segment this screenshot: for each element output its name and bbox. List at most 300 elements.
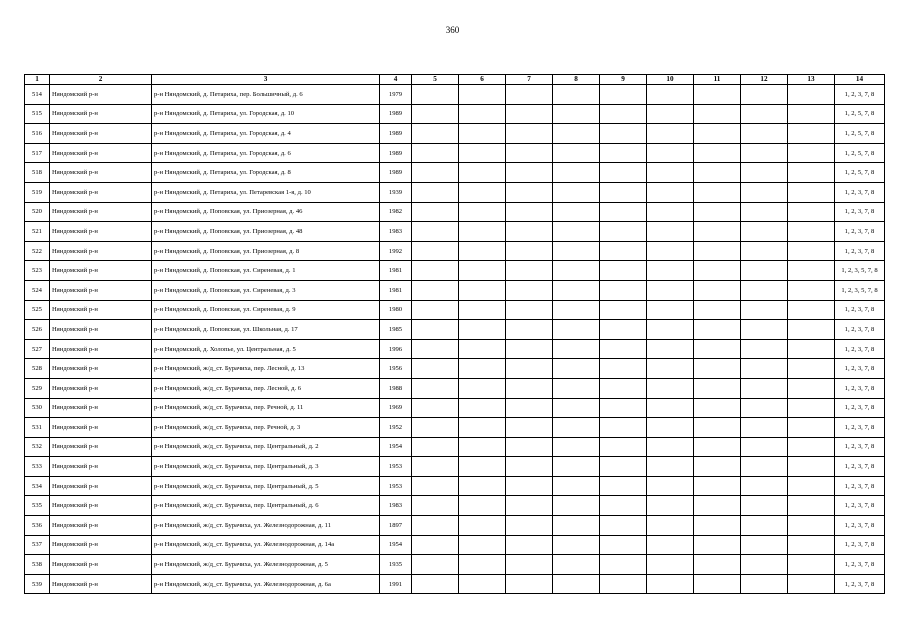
year-cell: 1969 [380, 398, 412, 418]
empty-cell-col-8 [553, 241, 600, 261]
district-cell: Няндомский р-н [50, 124, 152, 144]
empty-cell-col-9 [600, 378, 647, 398]
address-cell: р-н Няндомский, ж/д_ст. Бурачиха, пер. Центральный, д. 5 [152, 476, 380, 496]
district-cell: Няндомский р-н [50, 535, 152, 555]
empty-cell-col-13 [788, 182, 835, 202]
year-cell: 1992 [380, 241, 412, 261]
notes-cell: 1, 2, 3, 7, 8 [835, 437, 885, 457]
empty-cell-col-6 [459, 163, 506, 183]
address-cell: р-н Няндомский, д. Поповская, ул. Приозерная, д. 8 [152, 241, 380, 261]
empty-cell-col-13 [788, 222, 835, 242]
empty-cell-col-7 [506, 535, 553, 555]
district-cell: Няндомский р-н [50, 516, 152, 536]
table-row [25, 280, 885, 300]
empty-cell-col-11 [694, 476, 741, 496]
empty-cell-col-11 [694, 182, 741, 202]
empty-cell-col-9 [600, 104, 647, 124]
empty-cell-col-8 [553, 339, 600, 359]
year-cell: 1988 [380, 378, 412, 398]
empty-cell-col-11 [694, 222, 741, 242]
row-number: 535 [25, 496, 50, 516]
empty-cell-col-7 [506, 261, 553, 281]
table-row [25, 222, 885, 242]
empty-cell-col-8 [553, 300, 600, 320]
empty-cell-col-10 [647, 163, 694, 183]
empty-cell-col-10 [647, 261, 694, 281]
empty-cell-col-11 [694, 339, 741, 359]
district-cell: Няндомский р-н [50, 320, 152, 340]
empty-cell-col-12 [741, 300, 788, 320]
address-cell: р-н Няндомский, ж/д_ст. Бурачиха, пер. Речной, д. 3 [152, 418, 380, 438]
empty-cell-col-7 [506, 280, 553, 300]
empty-cell-col-11 [694, 555, 741, 575]
empty-cell-col-5 [412, 476, 459, 496]
notes-cell: 1, 2, 3, 7, 8 [835, 359, 885, 379]
empty-cell-col-8 [553, 457, 600, 477]
table-row [25, 241, 885, 261]
empty-cell-col-7 [506, 163, 553, 183]
empty-cell-col-11 [694, 300, 741, 320]
empty-cell-col-10 [647, 124, 694, 144]
empty-cell-col-11 [694, 378, 741, 398]
empty-cell-col-13 [788, 339, 835, 359]
notes-cell: 1, 2, 3, 7, 8 [835, 516, 885, 536]
empty-cell-col-11 [694, 241, 741, 261]
empty-cell-col-5 [412, 300, 459, 320]
district-cell: Няндомский р-н [50, 339, 152, 359]
empty-cell-col-8 [553, 124, 600, 144]
address-cell: р-н Няндомский, д. Петариха, ул. Петаревская 1-я, д. 10 [152, 182, 380, 202]
empty-cell-col-6 [459, 457, 506, 477]
row-number: 515 [25, 104, 50, 124]
table-row [25, 555, 885, 575]
empty-cell-col-5 [412, 555, 459, 575]
empty-cell-col-7 [506, 124, 553, 144]
empty-cell-col-6 [459, 104, 506, 124]
notes-cell: 1, 2, 3, 7, 8 [835, 398, 885, 418]
empty-cell-col-9 [600, 280, 647, 300]
empty-cell-col-6 [459, 300, 506, 320]
year-cell: 1953 [380, 476, 412, 496]
empty-cell-col-7 [506, 555, 553, 575]
address-cell: р-н Няндомский, д. Петариха, ул. Городская, д. 8 [152, 163, 380, 183]
district-cell: Няндомский р-н [50, 104, 152, 124]
empty-cell-col-8 [553, 378, 600, 398]
year-cell: 1979 [380, 85, 412, 105]
empty-cell-col-12 [741, 476, 788, 496]
empty-cell-col-6 [459, 398, 506, 418]
row-number: 518 [25, 163, 50, 183]
empty-cell-col-9 [600, 261, 647, 281]
empty-cell-col-5 [412, 457, 459, 477]
empty-cell-col-13 [788, 85, 835, 105]
district-cell: Няндомский р-н [50, 496, 152, 516]
empty-cell-col-9 [600, 339, 647, 359]
table-row [25, 339, 885, 359]
empty-cell-col-8 [553, 104, 600, 124]
column-header-9: 9 [600, 75, 647, 85]
empty-cell-col-7 [506, 516, 553, 536]
empty-cell-col-10 [647, 280, 694, 300]
empty-cell-col-6 [459, 574, 506, 594]
district-cell: Няндомский р-н [50, 202, 152, 222]
empty-cell-col-13 [788, 457, 835, 477]
address-cell: р-н Няндомский, д. Петариха, пер. Большичный, д. 6 [152, 85, 380, 105]
address-cell: р-н Няндомский, ж/д_ст. Бурачиха, ул. Железнодорожная, д. 14а [152, 535, 380, 555]
empty-cell-col-7 [506, 339, 553, 359]
empty-cell-col-10 [647, 320, 694, 340]
row-number: 527 [25, 339, 50, 359]
table-body [25, 85, 885, 594]
district-cell: Няндомский р-н [50, 476, 152, 496]
empty-cell-col-7 [506, 496, 553, 516]
empty-cell-col-13 [788, 378, 835, 398]
row-number: 533 [25, 457, 50, 477]
column-header-10: 10 [647, 75, 694, 85]
empty-cell-col-13 [788, 143, 835, 163]
column-header-2: 2 [50, 75, 152, 85]
empty-cell-col-10 [647, 300, 694, 320]
empty-cell-col-10 [647, 143, 694, 163]
empty-cell-col-6 [459, 555, 506, 575]
district-cell: Няндомский р-н [50, 85, 152, 105]
empty-cell-col-5 [412, 104, 459, 124]
empty-cell-col-5 [412, 85, 459, 105]
column-header-13: 13 [788, 75, 835, 85]
empty-cell-col-7 [506, 241, 553, 261]
empty-cell-col-12 [741, 222, 788, 242]
year-cell: 1985 [380, 320, 412, 340]
empty-cell-col-12 [741, 163, 788, 183]
page-number: 360 [445, 25, 460, 35]
empty-cell-col-10 [647, 398, 694, 418]
empty-cell-col-9 [600, 143, 647, 163]
empty-cell-col-9 [600, 535, 647, 555]
notes-cell: 1, 2, 3, 7, 8 [835, 535, 885, 555]
empty-cell-col-7 [506, 457, 553, 477]
empty-cell-col-7 [506, 202, 553, 222]
address-cell: р-н Няндомский, д. Поповская, ул. Приозерная, д. 48 [152, 222, 380, 242]
empty-cell-col-12 [741, 104, 788, 124]
notes-cell: 1, 2, 5, 7, 8 [835, 104, 885, 124]
year-cell: 1989 [380, 163, 412, 183]
empty-cell-col-5 [412, 143, 459, 163]
empty-cell-col-12 [741, 202, 788, 222]
empty-cell-col-12 [741, 339, 788, 359]
empty-cell-col-11 [694, 496, 741, 516]
empty-cell-col-9 [600, 85, 647, 105]
district-cell: Няндомский р-н [50, 143, 152, 163]
empty-cell-col-5 [412, 241, 459, 261]
empty-cell-col-8 [553, 182, 600, 202]
empty-cell-col-7 [506, 418, 553, 438]
empty-cell-col-5 [412, 202, 459, 222]
address-cell: р-н Няндомский, д. Петариха, ул. Городская, д. 4 [152, 124, 380, 144]
district-cell: Няндомский р-н [50, 574, 152, 594]
notes-cell: 1, 2, 3, 7, 8 [835, 496, 885, 516]
empty-cell-col-13 [788, 496, 835, 516]
empty-cell-col-11 [694, 359, 741, 379]
empty-cell-col-8 [553, 418, 600, 438]
empty-cell-col-13 [788, 124, 835, 144]
address-cell: р-н Няндомский, ж/д_ст. Бурачиха, пер. Лесной, д. 13 [152, 359, 380, 379]
empty-cell-col-5 [412, 339, 459, 359]
empty-cell-col-6 [459, 241, 506, 261]
empty-cell-col-10 [647, 535, 694, 555]
year-cell: 1991 [380, 574, 412, 594]
empty-cell-col-7 [506, 182, 553, 202]
year-cell: 1954 [380, 535, 412, 555]
empty-cell-col-12 [741, 457, 788, 477]
empty-cell-col-13 [788, 104, 835, 124]
empty-cell-col-10 [647, 339, 694, 359]
empty-cell-col-11 [694, 85, 741, 105]
empty-cell-col-6 [459, 496, 506, 516]
row-number: 520 [25, 202, 50, 222]
notes-cell: 1, 2, 3, 7, 8 [835, 241, 885, 261]
empty-cell-col-5 [412, 163, 459, 183]
empty-cell-col-8 [553, 280, 600, 300]
empty-cell-col-8 [553, 535, 600, 555]
empty-cell-col-7 [506, 222, 553, 242]
empty-cell-col-5 [412, 320, 459, 340]
empty-cell-col-12 [741, 85, 788, 105]
table-row [25, 516, 885, 536]
empty-cell-col-10 [647, 104, 694, 124]
row-number: 531 [25, 418, 50, 438]
empty-cell-col-8 [553, 163, 600, 183]
district-cell: Няндомский р-н [50, 280, 152, 300]
empty-cell-col-12 [741, 261, 788, 281]
column-header-6: 6 [459, 75, 506, 85]
notes-cell: 1, 2, 3, 7, 8 [835, 182, 885, 202]
row-number: 528 [25, 359, 50, 379]
empty-cell-col-7 [506, 476, 553, 496]
empty-cell-col-12 [741, 359, 788, 379]
district-cell: Няндомский р-н [50, 457, 152, 477]
empty-cell-col-6 [459, 418, 506, 438]
row-number: 519 [25, 182, 50, 202]
empty-cell-col-7 [506, 574, 553, 594]
table-row [25, 261, 885, 281]
address-cell: р-н Няндомский, д. Петариха, ул. Городская, д. 10 [152, 104, 380, 124]
row-number: 521 [25, 222, 50, 242]
empty-cell-col-12 [741, 320, 788, 340]
notes-cell: 1, 2, 3, 7, 8 [835, 574, 885, 594]
row-number: 526 [25, 320, 50, 340]
empty-cell-col-12 [741, 378, 788, 398]
empty-cell-col-6 [459, 339, 506, 359]
empty-cell-col-12 [741, 437, 788, 457]
year-cell: 1954 [380, 437, 412, 457]
empty-cell-col-13 [788, 476, 835, 496]
district-cell: Няндомский р-н [50, 300, 152, 320]
empty-cell-col-9 [600, 437, 647, 457]
column-header-5: 5 [412, 75, 459, 85]
row-number: 524 [25, 280, 50, 300]
empty-cell-col-9 [600, 320, 647, 340]
table-row [25, 398, 885, 418]
notes-cell: 1, 2, 3, 5, 7, 8 [835, 261, 885, 281]
district-cell: Няндомский р-н [50, 182, 152, 202]
empty-cell-col-5 [412, 182, 459, 202]
table-row [25, 124, 885, 144]
empty-cell-col-13 [788, 535, 835, 555]
empty-cell-col-7 [506, 398, 553, 418]
year-cell: 1952 [380, 418, 412, 438]
empty-cell-col-5 [412, 280, 459, 300]
district-cell: Няндомский р-н [50, 437, 152, 457]
empty-cell-col-12 [741, 555, 788, 575]
table-row [25, 378, 885, 398]
empty-cell-col-11 [694, 261, 741, 281]
empty-cell-col-9 [600, 496, 647, 516]
empty-cell-col-9 [600, 182, 647, 202]
row-number: 534 [25, 476, 50, 496]
row-number: 529 [25, 378, 50, 398]
empty-cell-col-12 [741, 535, 788, 555]
notes-cell: 1, 2, 5, 7, 8 [835, 124, 885, 144]
empty-cell-col-9 [600, 574, 647, 594]
district-cell: Няндомский р-н [50, 163, 152, 183]
row-number: 538 [25, 555, 50, 575]
district-cell: Няндомский р-н [50, 222, 152, 242]
empty-cell-col-8 [553, 320, 600, 340]
notes-cell: 1, 2, 3, 7, 8 [835, 320, 885, 340]
empty-cell-col-10 [647, 496, 694, 516]
empty-cell-col-9 [600, 300, 647, 320]
empty-cell-col-8 [553, 516, 600, 536]
empty-cell-col-13 [788, 280, 835, 300]
column-header-14: 14 [835, 75, 885, 85]
empty-cell-col-13 [788, 261, 835, 281]
year-cell: 1996 [380, 339, 412, 359]
district-cell: Няндомский р-н [50, 555, 152, 575]
year-cell: 1989 [380, 104, 412, 124]
empty-cell-col-11 [694, 163, 741, 183]
year-cell: 1981 [380, 261, 412, 281]
table-row [25, 143, 885, 163]
table-row [25, 418, 885, 438]
empty-cell-col-8 [553, 202, 600, 222]
empty-cell-col-10 [647, 241, 694, 261]
table-row [25, 163, 885, 183]
year-cell: 1897 [380, 516, 412, 536]
address-cell: р-н Няндомский, д. Поповская, ул. Сиреневая, д. 1 [152, 261, 380, 281]
empty-cell-col-9 [600, 241, 647, 261]
empty-cell-col-11 [694, 202, 741, 222]
empty-cell-col-8 [553, 398, 600, 418]
empty-cell-col-5 [412, 496, 459, 516]
notes-cell: 1, 2, 5, 7, 8 [835, 163, 885, 183]
table-row [25, 359, 885, 379]
empty-cell-col-10 [647, 85, 694, 105]
empty-cell-col-13 [788, 398, 835, 418]
register-table [24, 74, 885, 594]
empty-cell-col-13 [788, 418, 835, 438]
empty-cell-col-8 [553, 574, 600, 594]
empty-cell-col-10 [647, 378, 694, 398]
table-row [25, 437, 885, 457]
column-header-1: 1 [25, 75, 50, 85]
year-cell: 1939 [380, 182, 412, 202]
empty-cell-col-6 [459, 280, 506, 300]
address-cell: р-н Няндомский, ж/д_ст. Бурачиха, пер. Центральный, д. 6 [152, 496, 380, 516]
empty-cell-col-6 [459, 516, 506, 536]
row-number: 514 [25, 85, 50, 105]
empty-cell-col-8 [553, 222, 600, 242]
row-number: 530 [25, 398, 50, 418]
row-number: 516 [25, 124, 50, 144]
empty-cell-col-5 [412, 261, 459, 281]
row-number: 532 [25, 437, 50, 457]
empty-cell-col-6 [459, 143, 506, 163]
notes-cell: 1, 2, 3, 7, 8 [835, 202, 885, 222]
district-cell: Няндомский р-н [50, 398, 152, 418]
empty-cell-col-9 [600, 398, 647, 418]
empty-cell-col-7 [506, 359, 553, 379]
empty-cell-col-9 [600, 124, 647, 144]
empty-cell-col-5 [412, 535, 459, 555]
empty-cell-col-8 [553, 555, 600, 575]
year-cell: 1981 [380, 280, 412, 300]
empty-cell-col-8 [553, 85, 600, 105]
empty-cell-col-10 [647, 574, 694, 594]
empty-cell-col-10 [647, 359, 694, 379]
empty-cell-col-13 [788, 359, 835, 379]
year-cell: 1983 [380, 496, 412, 516]
empty-cell-col-12 [741, 124, 788, 144]
empty-cell-col-5 [412, 398, 459, 418]
empty-cell-col-8 [553, 496, 600, 516]
empty-cell-col-5 [412, 222, 459, 242]
empty-cell-col-10 [647, 222, 694, 242]
empty-cell-col-11 [694, 535, 741, 555]
table-row [25, 320, 885, 340]
empty-cell-col-11 [694, 398, 741, 418]
empty-cell-col-10 [647, 437, 694, 457]
empty-cell-col-6 [459, 535, 506, 555]
empty-cell-col-5 [412, 378, 459, 398]
empty-cell-col-12 [741, 516, 788, 536]
empty-cell-col-6 [459, 222, 506, 242]
district-cell: Няндомский р-н [50, 418, 152, 438]
empty-cell-col-11 [694, 320, 741, 340]
year-cell: 1983 [380, 222, 412, 242]
empty-cell-col-6 [459, 202, 506, 222]
header-row [25, 75, 885, 85]
year-cell: 1956 [380, 359, 412, 379]
empty-cell-col-6 [459, 124, 506, 144]
row-number: 517 [25, 143, 50, 163]
year-cell: 1982 [380, 202, 412, 222]
empty-cell-col-10 [647, 555, 694, 575]
empty-cell-col-13 [788, 555, 835, 575]
row-number: 539 [25, 574, 50, 594]
empty-cell-col-9 [600, 222, 647, 242]
empty-cell-col-10 [647, 476, 694, 496]
notes-cell: 1, 2, 3, 7, 8 [835, 300, 885, 320]
empty-cell-col-9 [600, 163, 647, 183]
empty-cell-col-6 [459, 378, 506, 398]
empty-cell-col-7 [506, 143, 553, 163]
empty-cell-col-9 [600, 476, 647, 496]
table-row [25, 202, 885, 222]
notes-cell: 1, 2, 3, 7, 8 [835, 85, 885, 105]
notes-cell: 1, 2, 3, 7, 8 [835, 457, 885, 477]
notes-cell: 1, 2, 3, 7, 8 [835, 378, 885, 398]
empty-cell-col-11 [694, 124, 741, 144]
